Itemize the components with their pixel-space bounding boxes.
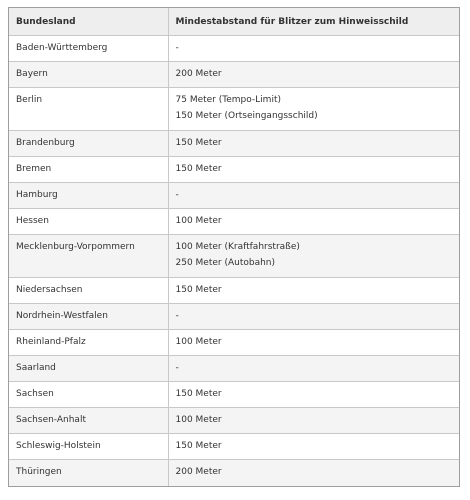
table-row — [9, 157, 459, 183]
distance-cell — [168, 278, 459, 304]
state-cell: Saarland — [9, 356, 168, 382]
table-row — [9, 356, 459, 382]
table-row — [9, 434, 459, 460]
state-cell: Schleswig-Holstein — [9, 434, 168, 460]
table-row — [9, 183, 459, 209]
distance-cell — [168, 131, 459, 157]
state-cell: Hamburg — [9, 183, 168, 209]
radar-distance-table — [9, 8, 459, 486]
table-row — [9, 304, 459, 330]
distance-value: 100 Meter — [175, 337, 222, 347]
distance-cell — [168, 157, 459, 183]
table-row — [9, 460, 459, 486]
table-row — [9, 382, 459, 408]
state-cell: Niedersachsen — [9, 278, 168, 304]
table-row — [9, 209, 459, 235]
table-row — [9, 235, 459, 278]
table-header-row — [9, 8, 459, 36]
distance-cell — [168, 235, 459, 278]
distance-value: - — [175, 363, 179, 373]
table-row — [9, 278, 459, 304]
distance-cell — [168, 62, 459, 88]
state-cell: Bayern — [9, 62, 168, 88]
table-row — [9, 62, 459, 88]
distance-value: 75 Meter (Tempo-Limit) — [175, 95, 281, 105]
column-header-state: Bundesland — [9, 8, 168, 36]
distance-value: 150 Meter (Ortseingangsschild) — [175, 111, 318, 121]
distance-cell — [168, 434, 459, 460]
distance-cell — [168, 304, 459, 330]
state-cell: Sachsen-Anhalt — [9, 408, 168, 434]
distance-value: - — [175, 43, 179, 53]
distance-value: 100 Meter (Kraftfahrstraße) — [175, 242, 300, 252]
distance-cell — [168, 183, 459, 209]
distance-cell — [168, 408, 459, 434]
distance-value: 150 Meter — [175, 389, 222, 399]
distance-value: - — [175, 311, 179, 321]
state-cell: Rheinland-Pfalz — [9, 330, 168, 356]
state-cell: Hessen — [9, 209, 168, 235]
radar-distance-table-frame — [8, 7, 460, 487]
distance-value: 150 Meter — [175, 138, 222, 148]
distance-value: 150 Meter — [175, 285, 222, 295]
distance-value: 150 Meter — [175, 441, 222, 451]
distance-value: 150 Meter — [175, 164, 222, 174]
table-row — [9, 408, 459, 434]
distance-value: 100 Meter — [175, 216, 222, 226]
table-row — [9, 88, 459, 131]
distance-cell — [168, 36, 459, 62]
distance-value: - — [175, 190, 179, 200]
table-row — [9, 36, 459, 62]
distance-value: 250 Meter (Autobahn) — [175, 258, 276, 268]
state-cell: Baden-Württemberg — [9, 36, 168, 62]
state-cell: Sachsen — [9, 382, 168, 408]
distance-value: 200 Meter — [175, 69, 222, 79]
column-header-distance: Mindestabstand für Blitzer zum Hinweisschild — [168, 8, 459, 36]
distance-cell — [168, 382, 459, 408]
table-row — [9, 330, 459, 356]
distance-value: 200 Meter — [175, 467, 222, 477]
distance-cell — [168, 88, 459, 131]
table-row — [9, 131, 459, 157]
distance-cell — [168, 460, 459, 486]
state-cell: Mecklenburg-Vorpommern — [9, 235, 168, 278]
distance-cell — [168, 330, 459, 356]
distance-cell — [168, 356, 459, 382]
state-cell: Nordrhein-Westfalen — [9, 304, 168, 330]
distance-cell — [168, 209, 459, 235]
distance-value: 100 Meter — [175, 415, 222, 425]
state-cell: Berlin — [9, 88, 168, 131]
state-cell: Bremen — [9, 157, 168, 183]
table-body — [9, 36, 459, 486]
state-cell: Thüringen — [9, 460, 168, 486]
state-cell: Brandenburg — [9, 131, 168, 157]
